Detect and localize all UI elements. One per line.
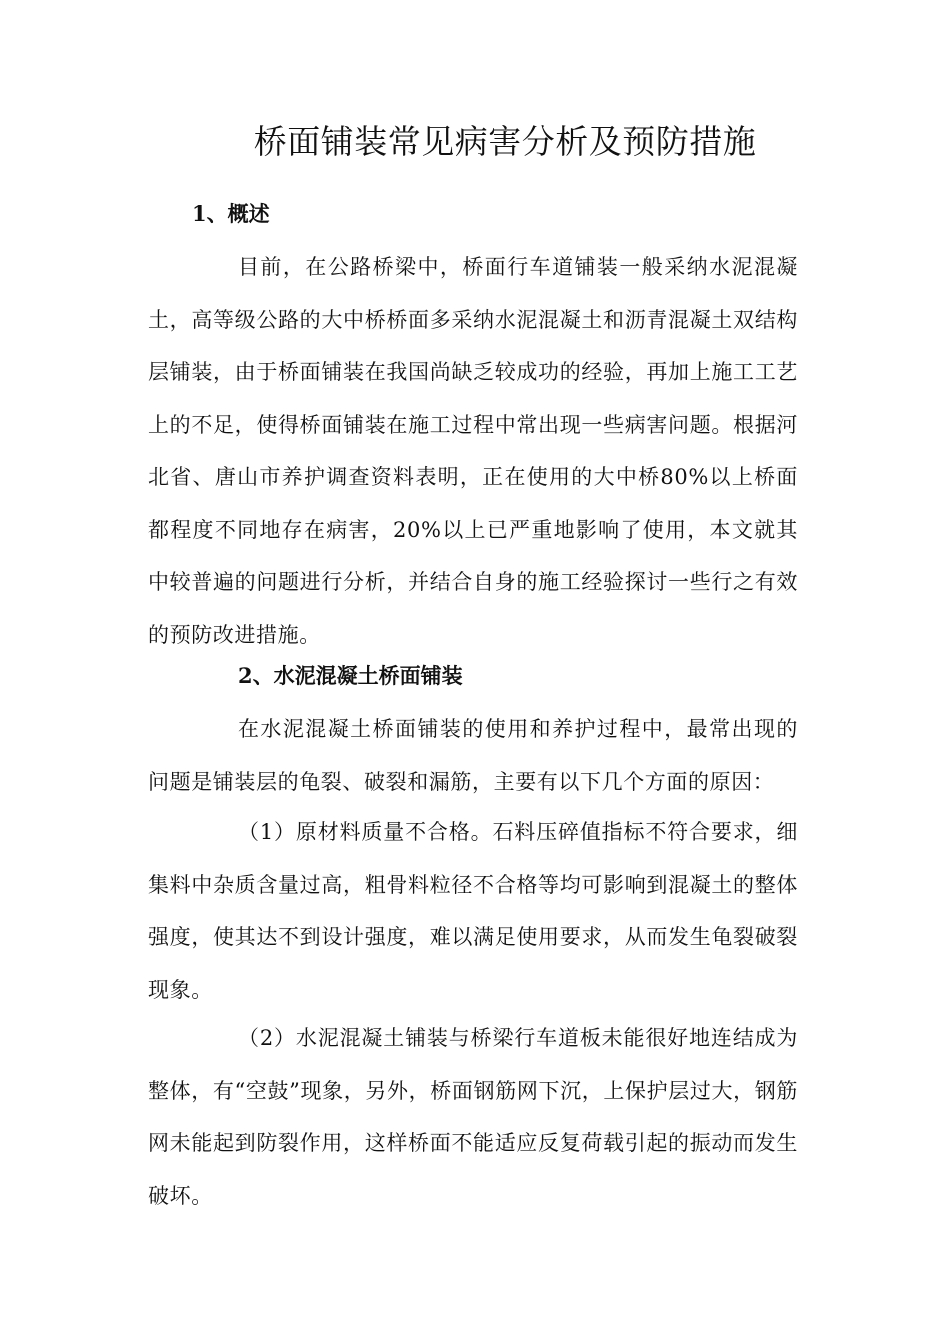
section-heading-cement-concrete: 2、水泥混凝土桥面铺装	[238, 663, 463, 688]
paragraph-cause-1: （1）原材料质量不合格。石料压碎值指标不符合要求，细集料中杂质含量过高，粗骨料粒径不合格等均可影响到混凝土的整体强度，使其达不到设计强度，难以满足使用要求，从而发生龟裂破裂现象。	[148, 820, 798, 1002]
paragraph-cause-2: （2）水泥混凝土铺装与桥梁行车道板未能很好地连结成为整体，有“空鼓”现象，另外，桥面钢筋网下沉，上保护层过大，钢筋网未能起到防裂作用，这样桥面不能适应反复荷载引起的振动而发生破坏。	[148, 1026, 798, 1208]
paragraph-overview: 目前，在公路桥梁中，桥面行车道铺装一般采纳水泥混凝土，高等级公路的大中桥桥面多采纳水泥混凝土和沥青混凝土双结构层铺装，由于桥面铺装在我国尚缺乏较成功的经验，再加上施工工艺上的不足，使得桥面铺装在施工过程中常出现一些病害问题。根据河北省、唐山市养护调查资料表明，正在使用的大中桥80%以上桥面都程度不同地存在病害，20%以上已严重地影响了使用，本文就其中较普遍的问题进行分析，并结合自身的施工经验探讨一些行之有效的预防改进措施。	[148, 255, 798, 647]
section-heading-overview: 1、概述	[192, 201, 270, 226]
paragraph-cement-intro: 在水泥混凝土桥面铺装的使用和养护过程中，最常出现的问题是铺装层的龟裂、破裂和漏筋，主要有以下几个方面的原因：	[148, 717, 798, 794]
document-title: 桥面铺装常见病害分析及预防措施	[253, 122, 757, 161]
